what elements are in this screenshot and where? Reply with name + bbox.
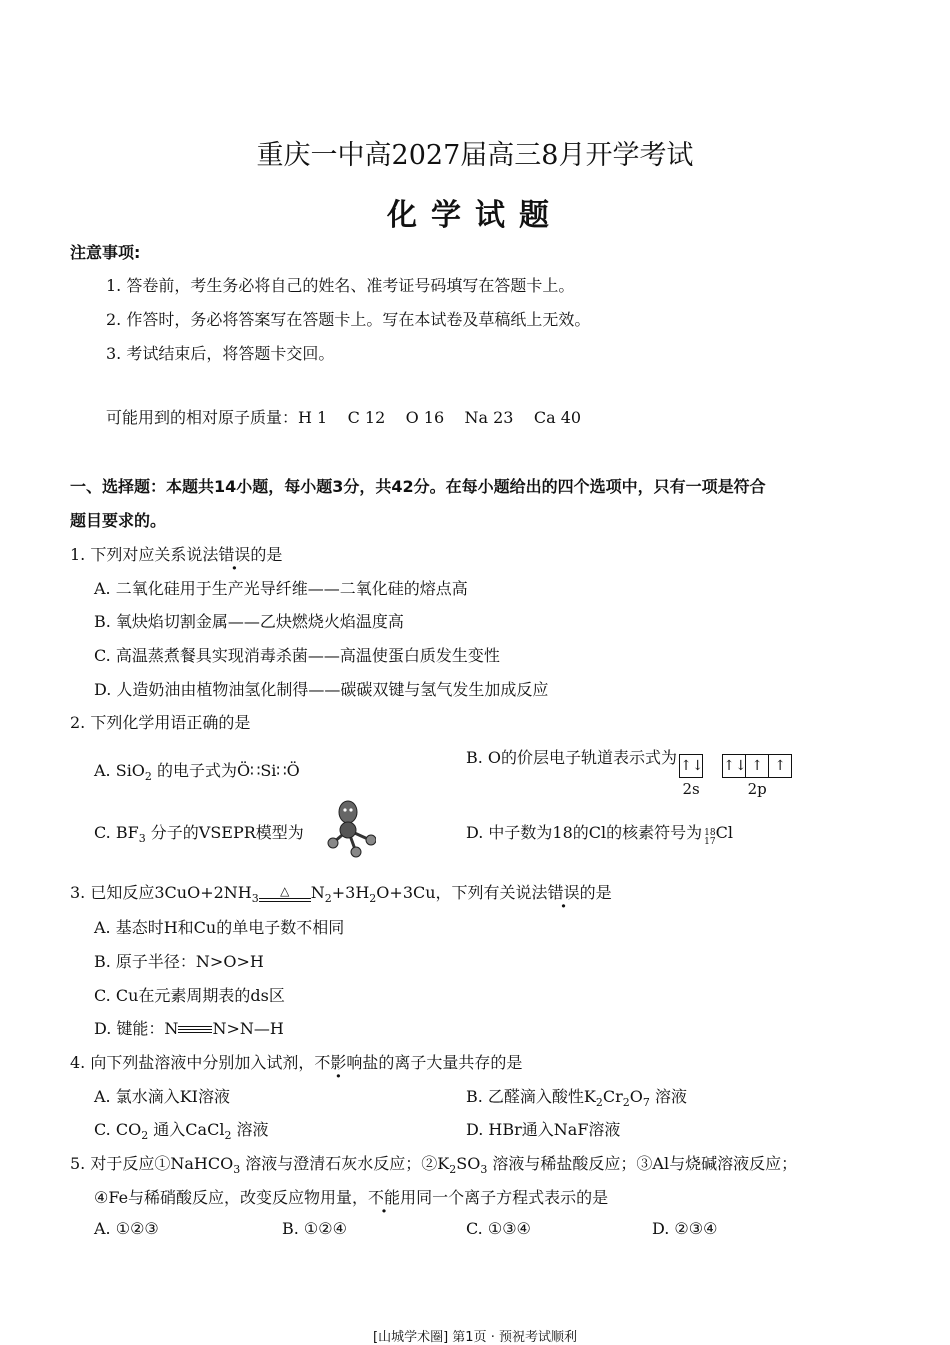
q1-option-d: D. 人造奶油由植物油氢化制得——碳碳双键与氢气发生加成反应 xyxy=(94,680,549,699)
q1-stem: 1. 下列对应关系说法错误的是 xyxy=(70,542,282,565)
q4-option-c: C. $CO_2$ 通入CaCl$_2$ 溶液 xyxy=(94,1120,269,1143)
q2-option-d: D. 中子数为18的Cl的核素符号为 18 17 Cl xyxy=(466,823,733,847)
q3-stem: 3. 已知反应$3CuO+2NH_3$ △ $N_2+3H_2O+3Cu$，下列有关说法错误的是 xyxy=(70,880,612,905)
q2-stem: 2. 下列化学用语正确的是 xyxy=(70,713,251,732)
orbital-diagram: ↑↓ 2s ↑↓ ↑ ↑ 2p xyxy=(679,754,792,798)
q5-option-b: B. ①②④ xyxy=(282,1219,347,1238)
q4-emphasis: 不影响 xyxy=(314,1053,363,1072)
triple-bond-symbol xyxy=(178,1024,212,1035)
q3-option-c: C. Cu在元素周期表的ds区 xyxy=(94,986,285,1005)
q3-option-d: D. 键能：N N>N—H xyxy=(94,1019,284,1038)
q1-emphasis: 错误 xyxy=(218,545,251,564)
q5-stem-line1: 5. 对于反应①NaHCO$_3$ 溶液与澄清石灰水反应；$②K_2SO_3$ 溶液与稀盐酸反应；③Al与烧碱溶液反应； xyxy=(70,1154,798,1177)
q4-option-b: B. 乙醛滴入酸性$K_2Cr_2O_7$ 溶液 xyxy=(466,1087,687,1110)
q5-stem-line2: ④Fe与稀硝酸反应，改变反应物用量，不能用同一个离子方程式表示的是 xyxy=(94,1185,608,1208)
q5-option-c: C. ①③④ xyxy=(466,1219,531,1238)
q5-option-a: A. ①②③ xyxy=(94,1219,159,1238)
section-heading-line2: 题目要求的。 xyxy=(70,511,167,530)
notice-item-3: 3. 考试结束后，将答题卡交回。 xyxy=(106,344,335,363)
vsepr-model-image xyxy=(326,800,376,858)
q4-stem: 4. 向下列盐溶液中分别加入试剂，不影响盐的离子大量共存的是 xyxy=(70,1050,522,1073)
q2-option-b: B. O的价层电子轨道表示式为 ↑↓ 2s ↑↓ ↑ ↑ 2p xyxy=(466,745,792,798)
atomic-mass-line: 可能用到的相对原子质量：H 1 C 12 O 16 Na 23 Ca 40 xyxy=(106,408,582,427)
q2-option-c: C. $BF_3$ 分子的VSEPR模型为 xyxy=(94,823,304,846)
q1-option-b: B. 氧炔焰切割金属——乙炔燃烧火焰温度高 xyxy=(94,612,404,631)
q4-option-d: D. HBr通入NaF溶液 xyxy=(466,1120,621,1139)
q3-emphasis: 错误 xyxy=(547,883,580,902)
isotope-indices: 18 17 xyxy=(704,828,716,847)
q2-option-a: A. SiO$_2$ 的电子式为Ö∷Si∷Ö xyxy=(94,761,300,784)
page-title: 重庆一中高2027届高三8月开学考试 xyxy=(256,140,694,171)
q1-option-a: A. 二氧化硅用于生产光导纤维——二氧化硅的熔点高 xyxy=(94,579,468,598)
sio2-electron-formula: Ö∷Si∷Ö xyxy=(237,761,300,780)
q5-option-d: D. ②③④ xyxy=(652,1219,718,1238)
q5-emphasis: 不能 xyxy=(368,1188,401,1207)
notice-item-1: 1. 答卷前，考生务必将自己的姓名、准考证号码填写在答题卡上。 xyxy=(106,276,575,295)
q1-option-c: C. 高温蒸煮餐具实现消毒杀菌——高温使蛋白质发生变性 xyxy=(94,646,500,665)
reaction-arrow-heat: △ xyxy=(259,885,311,902)
q4-option-a: A. 氯水滴入KI溶液 xyxy=(94,1087,231,1106)
notice-heading: 注意事项: xyxy=(70,243,141,262)
section-heading-line1: 一、选择题：本题共14小题，每小题3分，共42分。在每小题给出的四个选项中，只有一项是符合 xyxy=(70,477,766,496)
q3-option-b: B. 原子半径：N>O>H xyxy=(94,952,264,971)
notice-item-2: 2. 作答时，务必将答案写在答题卡上。写在本试卷及草稿纸上无效。 xyxy=(106,310,591,329)
q3-option-a: A. 基态时H和Cu的单电子数不相同 xyxy=(94,918,345,937)
page-subtitle: 化学试题 xyxy=(387,198,563,233)
page-footer: [山城学术圈] 第1页 · 预祝考试顺利 xyxy=(373,1330,577,1345)
